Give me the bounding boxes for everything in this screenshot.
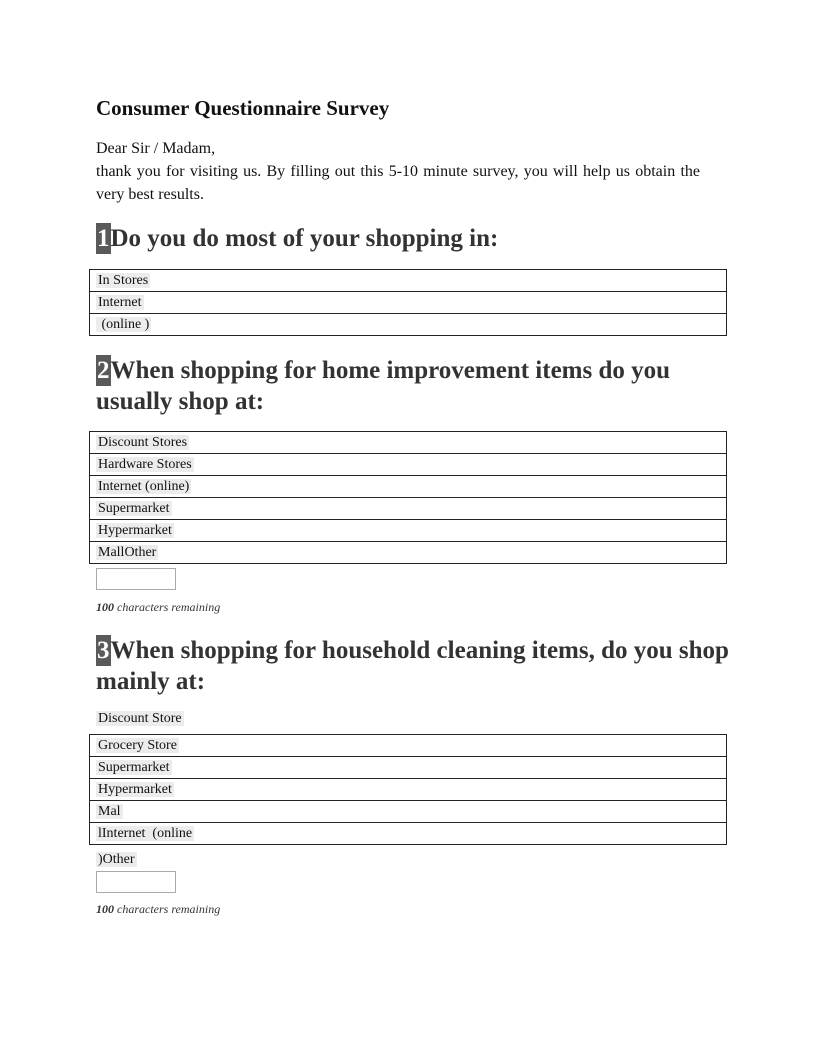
question-3-heading [96, 635, 736, 697]
option-label[interactable]: Discount Store [98, 711, 182, 726]
option-label[interactable]: (online ) [98, 317, 150, 332]
remaining-label: characters remaining [114, 600, 221, 614]
option-label[interactable]: Hypermarket [98, 523, 172, 538]
option-row[interactable] [90, 757, 727, 779]
question-3-trailing-option[interactable] [96, 850, 137, 870]
option-label[interactable]: Supermarket [98, 501, 170, 516]
question-2-heading [96, 355, 736, 417]
question-2-other-input[interactable] [96, 568, 176, 590]
option-row[interactable] [90, 432, 727, 454]
greeting-text: Dear Sir / Madam, [96, 140, 216, 157]
option-row[interactable] [90, 498, 727, 520]
option-row[interactable] [90, 292, 727, 314]
question-3-number: 3 [97, 637, 110, 664]
option-label[interactable]: Discount Stores [98, 435, 188, 450]
question-1-text: Do you do most of your shopping in: [110, 225, 499, 252]
intro-text: thank you for visiting us. By filling out this 5-10 minute survey, you will help us obtain the very best results. [96, 163, 700, 203]
option-row[interactable] [90, 314, 727, 336]
option-label[interactable]: Supermarket [98, 760, 170, 775]
question-3-characters-remaining [96, 902, 220, 917]
question-2-options [89, 431, 727, 564]
option-row[interactable] [90, 542, 727, 564]
option-label[interactable]: Internet (online) [98, 479, 190, 494]
page-title: Consumer Questionnaire Survey [96, 96, 390, 120]
question-3-text: When shopping for household cleaning items, do you shop mainly at: [96, 637, 729, 695]
option-label[interactable]: In Stores [98, 273, 149, 288]
question-2-characters-remaining [96, 600, 220, 615]
option-label[interactable]: Hardware Stores [98, 457, 192, 472]
remaining-count: 100 [96, 902, 114, 916]
question-2-text: When shopping for home improvement items do you usually shop at: [96, 357, 671, 415]
option-row[interactable] [90, 823, 727, 845]
option-row[interactable] [90, 454, 727, 476]
option-row[interactable] [90, 520, 727, 542]
option-label[interactable]: Grocery Store [98, 738, 177, 753]
option-row[interactable] [90, 801, 727, 823]
option-label[interactable]: lInternet (online [98, 826, 193, 841]
question-3-other-input[interactable] [96, 871, 176, 893]
option-label[interactable]: )Other [98, 852, 135, 867]
option-label[interactable]: Mal [98, 804, 121, 819]
question-3-first-option[interactable] [96, 709, 184, 729]
option-label[interactable]: Internet [98, 295, 142, 310]
option-row[interactable] [90, 735, 727, 757]
question-1-heading [96, 223, 736, 254]
question-3-options [89, 734, 727, 845]
option-row[interactable] [90, 779, 727, 801]
option-row[interactable] [90, 270, 727, 292]
question-2-number: 2 [97, 357, 110, 384]
option-label[interactable]: MallOther [98, 545, 157, 560]
question-1-number: 1 [97, 225, 110, 252]
remaining-label: characters remaining [114, 902, 221, 916]
question-1-options [89, 269, 727, 336]
option-row[interactable] [90, 476, 727, 498]
remaining-count: 100 [96, 600, 114, 614]
option-label[interactable]: Hypermarket [98, 782, 172, 797]
